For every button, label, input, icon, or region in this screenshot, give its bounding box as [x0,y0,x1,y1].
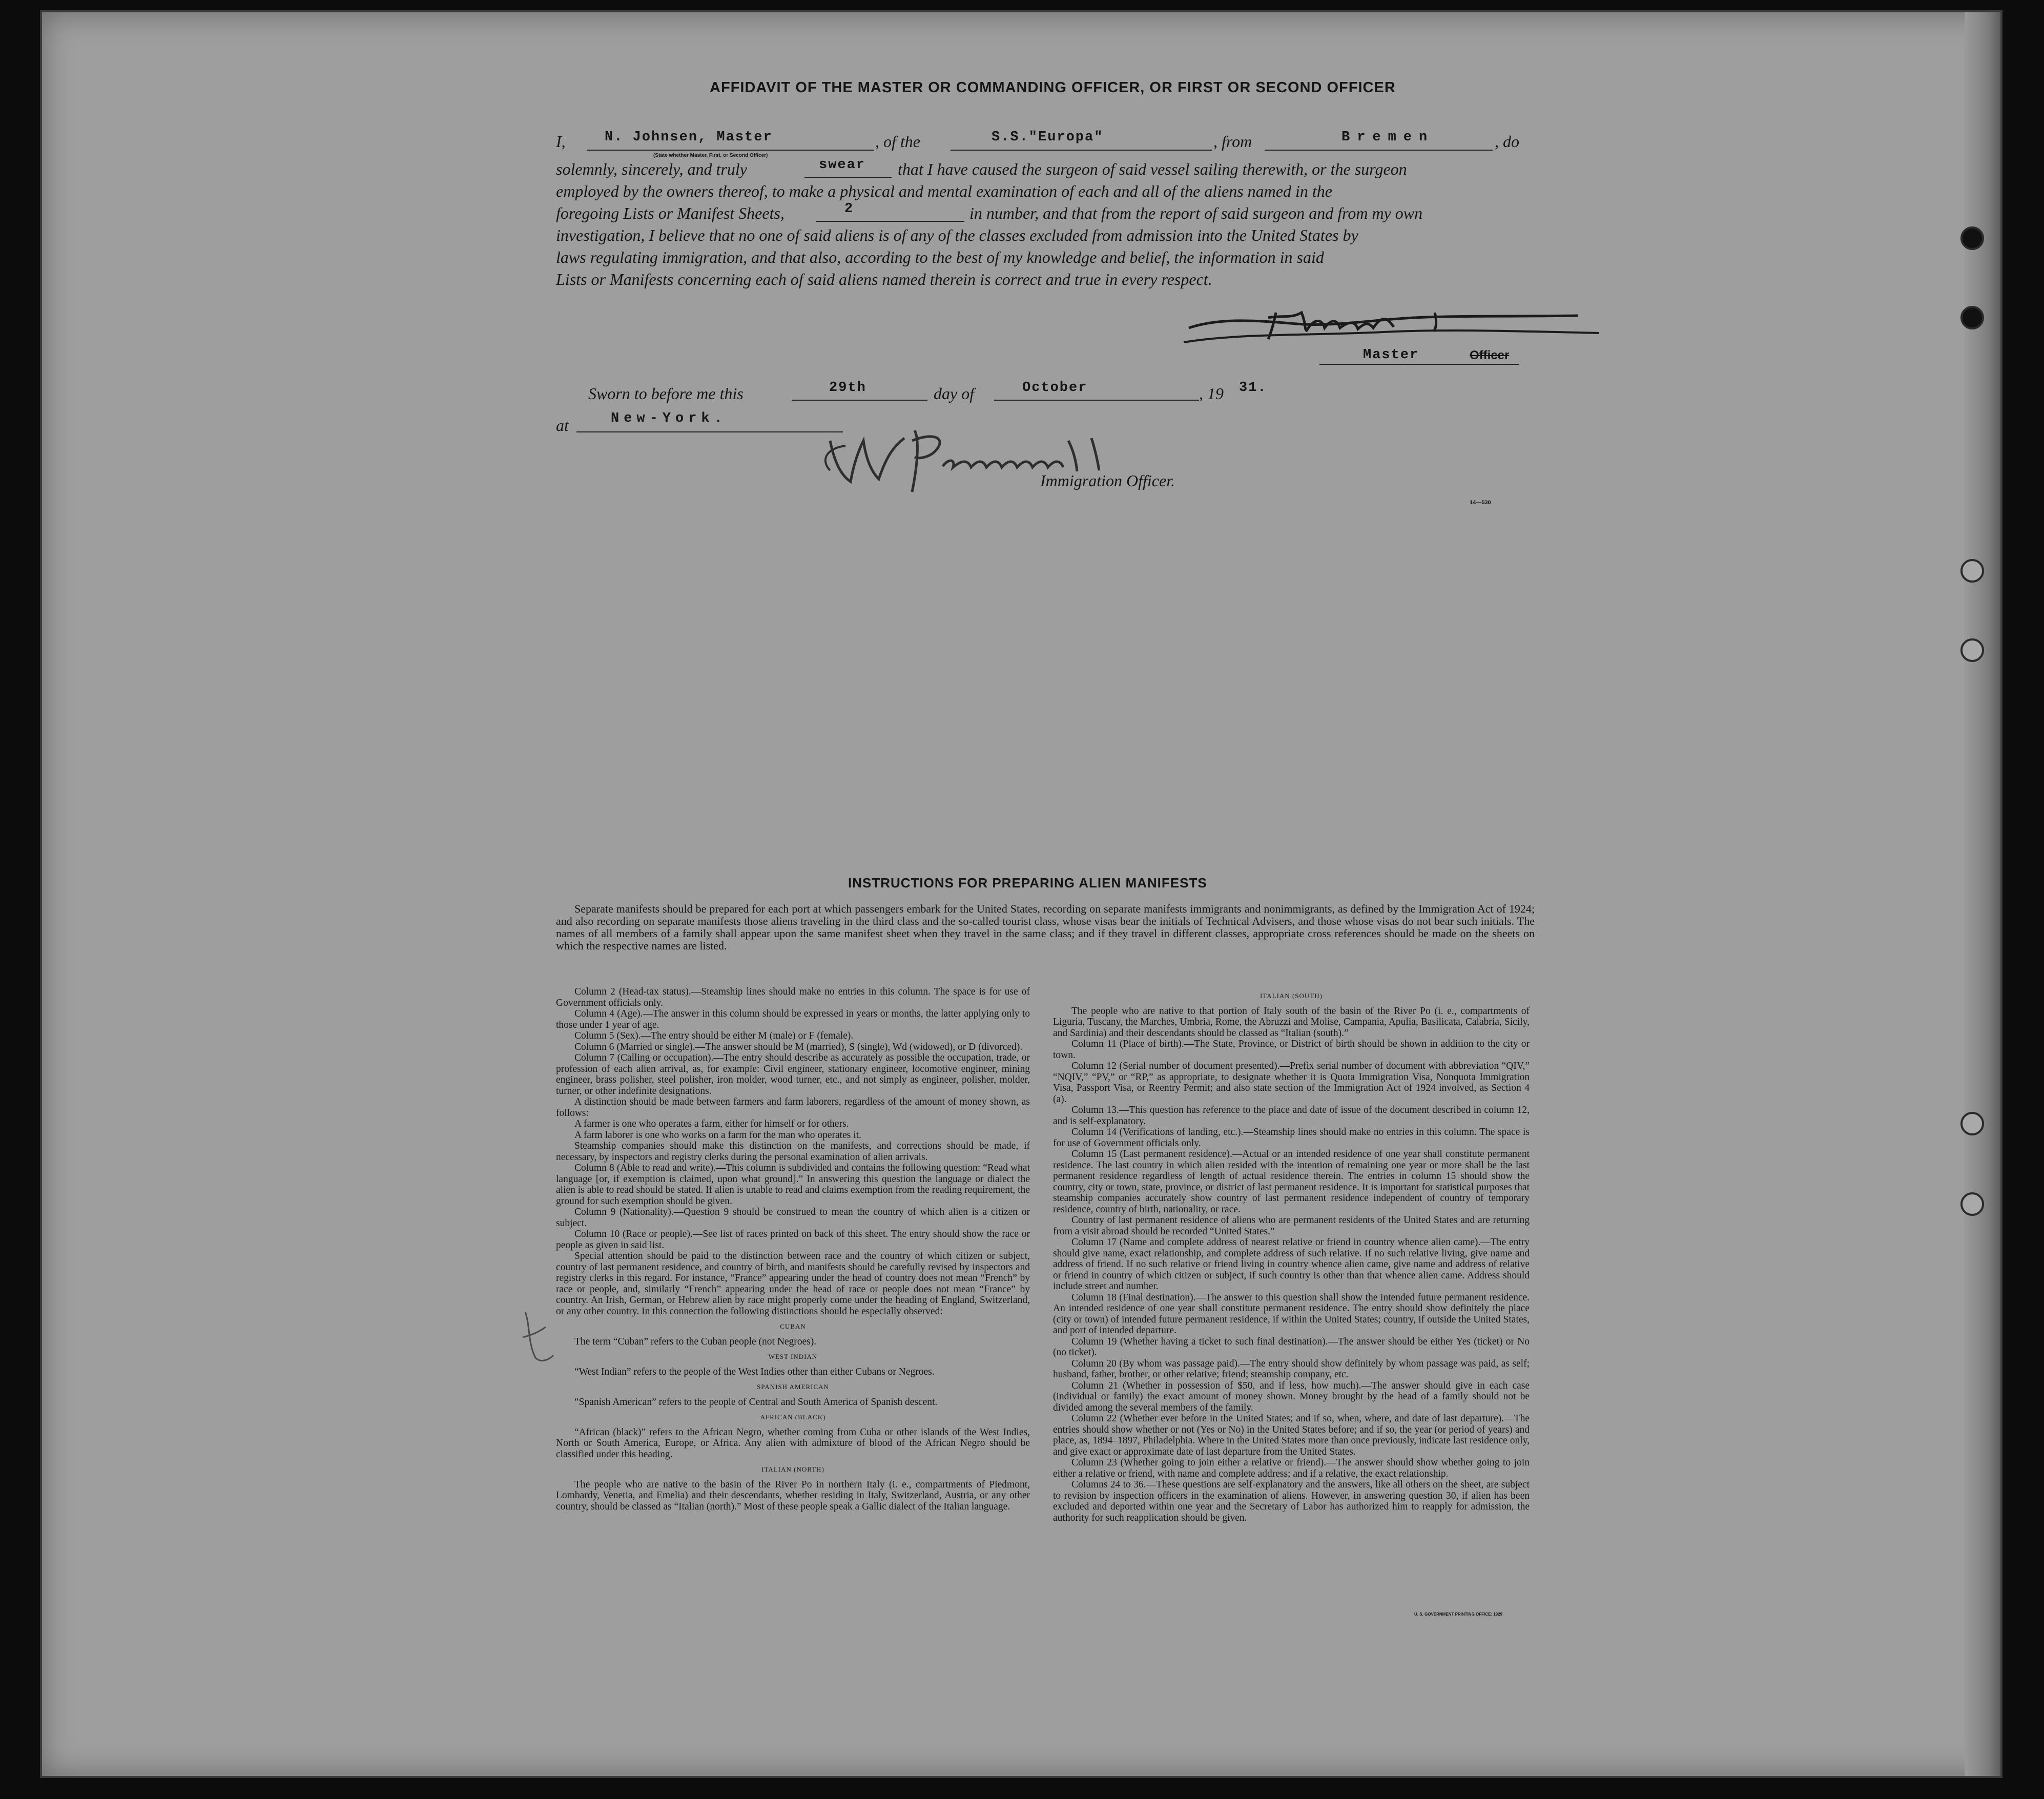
affidavit-text: employed by the owners thereof, to make a physical and mental examination of each and all of the aliens named in the [556,182,1332,200]
month-rule [994,400,1199,401]
instruction-paragraph: Column 13.—This question has reference to the place and date of issue of the document described in column 12, and is self-explanatory. [1053,1105,1530,1127]
instruction-paragraph: The people who are native to that portion of Italy south of the basin of the River Po (i. e., compartments of Liguria, Tuscany, the Marches, Umbria, Rome, the Abruzzi and Molise, Campania, Apulia, Basilicata, Calabria, Sicily, and Sardinia) and their descendants should be classed as “Italian (south).” [1053,1005,1530,1039]
instruction-paragraph: Country of last permanent residence of aliens who are permanent residents of the United States and are returning from a visit abroad should be recorded “United States.” [1053,1215,1530,1237]
instruction-paragraph: A farm laborer is one who works on a farm for the man who operates it. [574,1129,861,1141]
instruction-paragraph: Column 15 (Last permanent residence).—Actual or an intended residence of one year shall constitute permanent residence. The last country in which alien resided with the intention of remaining one year or more shall be the last permanent residence regardless of length of actual residence therein. The entries in column 15 should show the country, city or town, state, province, or district of last permanent residence. It is important for statistical purposes that steamship companies accurately show country of last permanent residence independent of country of temporary residence, country of birth, nationality, or race. [1053,1149,1530,1215]
sworn-text: day of [934,384,975,403]
port-field: Bremen [1341,130,1435,145]
binder-hole-1 [1960,226,1984,250]
instruction-paragraph: “Spanish American” refers to the people of Central and South America of Spanish descent. [574,1396,938,1408]
instruction-paragraph: Column 17 (Name and complete address of nearest relative or friend in country whence alien came).—The entry should give name, exact relationship, and complete address of such relative. If no such relative living, give name and address of friend. If no such relative or friend living in country whence alien came, give name and address of relative or friend in country of which citizen or subject, if such country is other than that whence alien came. Address should include street and number. [1053,1237,1530,1292]
affidavit-text: I, [556,132,566,151]
master-name-rule [587,150,874,151]
section-heading-spanish-american: SPANISH AMERICAN [757,1383,829,1391]
instruction-paragraph: Column 18 (Final destination).—The answer to this question shall show the intended future permanent residence. An intended residence of one year shall constitute permanent residence. The entry should show definitely the place (city or town) of intended future permanent residence, if within the United States; country, if outside the United States, and port of intended departure. [1053,1292,1530,1336]
section-heading-west-indian: WEST INDIAN [768,1353,818,1360]
sheets-field: 2 [844,201,854,217]
signature-rule [1319,364,1519,365]
pencil-mark [518,1307,564,1368]
at-label: at [556,416,569,435]
instruction-paragraph: Column 4 (Age).—The answer in this column should be expressed in years or months, the latter applying only to those under 1 year of age. [556,1008,1030,1030]
section-heading-italian-north: ITALIAN (NORTH) [761,1465,824,1473]
binder-hole-2 [1960,306,1984,329]
instruction-paragraph: Column 22 (Whether ever before in the United States; and if so, when, where, and date of last departure).—The entries should show whether or not (Yes or No) in the United States before; and if so, the year (or period of years) and place, as, 1894–1897, Philadelphia. Where in the United States more than once previously, indicate last residence only, and give exact or approximate date of last departure from the United States. [1053,1413,1530,1457]
affidavit-text: , from [1213,132,1252,151]
instruction-paragraph: Column 20 (By whom was passage paid).—The entry should show definitely by whom passage was paid, as self; husband, father, brother, or other relative; friend; steamship company, etc. [1053,1358,1530,1380]
affidavit-text: foregoing Lists or Manifest Sheets, [556,204,784,222]
instructions-intro: Separate manifests should be prepared for each port at which passengers embark for the United States, recording on separate manifests immigrants and nonimmigrants, as defined by the Immigration Act of 1924; and also recording on separate manifests those aliens traveling in the third class and the so-called tourist class, whose visas bear the initials of Technical Advisers, and those whose visas do not bear such initials. The names of all members of a family shall appear upon the same manifest sheet when they travel in the same class; and if they travel in different classes, appropriate cross references should be made on the sheets on which the respective names are listed. [556,902,1535,952]
affidavit-text: , do [1495,132,1519,151]
instructions-title: INSTRUCTIONS FOR PREPARING ALIEN MANIFESTS [848,875,1207,891]
instruction-paragraph: “West Indian” refers to the people of the West Indies other than either Cubans or Negroes. [574,1366,935,1377]
instruction-paragraph: The term “Cuban” refers to the Cuban people (not Negroes). [574,1336,817,1347]
affidavit-title: AFFIDAVIT OF THE MASTER OR COMMANDING OFFICER, OR FIRST OR SECOND OFFICER [710,79,1396,96]
month-field: October [1022,380,1088,396]
instruction-paragraph: Columns 24 to 36.—These questions are self-explanatory and the answers, like all others on the sheet, are subject to revision by inspection officers in the examination of aliens. However, in answering question 30, if alien has been excluded and deported within one year and the Secretary of Labor has authorized him to reapply for admission, the authority for such reapplication should be given. [1053,1479,1530,1523]
instruction-paragraph: Column 19 (Whether having a ticket to such final destination).—The answer should be either Yes (ticket) or No (no ticket). [1053,1336,1530,1358]
master-note: (State whether Master, First, or Second Officer) [653,153,768,158]
instruction-paragraph: Column 5 (Sex).—The entry should be either M (male) or F (female). [574,1030,854,1041]
place-rule [576,431,843,432]
instruction-paragraph: Steamship companies should make this distinction on the manifests, and corrections should be made, if necessary, by inspectors and registry clerks during the personal examination of alien arrivals. [556,1141,1030,1163]
instruction-paragraph: The people who are native to the basin of the River Po in northern Italy (i. e., compartments of Piedmont, Lombardy, Venetia, and Emelia) and their descendants, whether residing in Italy, Switzerland, Austria, or any other country, should be classed as “Italian (north).” Most of these people speak a Gallic dialect of the Italian language. [556,1479,1030,1512]
port-rule [1265,150,1493,151]
year-field: 31. [1239,380,1267,396]
affidavit-text: in number, and that from the report of said surgeon and from my own [969,204,1423,222]
affidavit-text: that I have caused the surgeon of said vessel sailing therewith, or the surgeon [898,160,1407,178]
page-edge [1965,12,2000,1776]
instruction-paragraph: Column 2 (Head-tax status).—Steamship lines should make no entries in this column. The space is for use of Government officials only. [556,986,1030,1008]
affidavit-text: , of the [875,132,920,151]
instruction-paragraph: “African (black)” refers to the African Negro, whether coming from Cuba or other islands of the West Indies, North or South America, Europe, or Africa. Any alien with admixture of blood of the African Negro should be classified under this heading. [556,1426,1030,1460]
affidavit-text: Lists or Manifests concerning each of said aliens named therein is correct and true in every respect. [556,270,1212,288]
instruction-paragraph: A farmer is one who operates a farm, either for himself or for others. [574,1119,849,1129]
section-heading-african: AFRICAN (BLACK) [760,1413,826,1421]
master-signature [1179,297,1614,348]
instruction-paragraph: Column 21 (Whether in possession of $50, and if less, how much).—The answer should give in each case (individual or family) the exact amount of money shown. Money brought by the head of a family should not be divided among the several members of the family. [1053,1380,1530,1413]
section-heading-italian-south: ITALIAN (SOUTH) [1260,992,1323,1000]
master-name-field: N. Johnsen, Master [605,130,773,145]
instruction-paragraph: Special attention should be paid to the distinction between race and the country of which citizen or subject, country of last permanent residence, and country of birth, and manifests should be carefully revised by inspectors and registry clerks in this regard. For instance, “France” appearing under the head of country does not mean “French” by race or people, and, similarly “French” appearing under the head of race or people does not mean “France” by country. An Irish, German, or Hebrew alien by race might properly come under the heading of England, Switzerland, or any other country. In this connection the following distinctions should be especially observed: [556,1251,1030,1317]
vessel-rule [951,150,1212,151]
section-heading-cuban: CUBAN [780,1322,806,1330]
signer-struck-title: Officer [1470,348,1510,362]
instruction-paragraph: Column 12 (Serial number of document presented).—Prefix serial number of document with abbreviation “QIV,” “NQIV,” “PV,” or “RP,” as appropriate, to designate whether it is Quota Immigration Visa, Nonquota Immigration Visa, Passport Visa, or Reentry Permit; and also state section of the Immigration Act of 1924 involved, as Section 4 (a). [1053,1061,1530,1105]
printer-imprint: U. S. GOVERNMENT PRINTING OFFICE: 1929 [1414,1612,1503,1617]
vessel-field: S.S."Europa" [992,130,1104,145]
instruction-paragraph: Column 14 (Verifications of landing, etc.).—Steamship lines should make no entries in this column. The space is for use of Government officials only. [1053,1127,1530,1149]
place-field: New-York. [611,411,727,426]
day-rule [792,400,927,401]
affidavit-text: laws regulating immigration, and that also, according to the best of my knowledge and belief, the information in said [556,248,1324,266]
instruction-paragraph: Column 9 (Nationality).—Question 9 should be construed to mean the country of which alien is a citizen or subject. [556,1207,1030,1229]
sheets-rule [816,221,964,222]
form-number: 14—530 [1470,500,1491,506]
instructions-left-column [556,986,1030,1512]
year-prefix: , 19 [1199,384,1224,403]
binder-hole-3 [1960,559,1984,583]
sworn-text: Sworn to before me this [588,384,744,403]
affidavit-text: solemnly, sincerely, and truly [556,160,747,178]
instruction-paragraph: Column 8 (Able to read and write).—This column is subdivided and contains the following question: “Read what language [or, if exemption is claimed, upon what ground].” In answering this question the language or dialect the alien is able to read should be stated. If alien is unable to read and claims exemption from the reading requirement, the ground for such exemption should be given. [556,1163,1030,1207]
affidavit-text: investigation, I believe that no one of said aliens is of any of the classes excluded from admission into the United States by [556,226,1358,244]
instruction-paragraph: Column 11 (Place of birth).—The State, Province, or District of birth should be shown in addition to the city or town. [1053,1039,1530,1061]
oath-field: swear [819,157,866,173]
instructions-right-column [1053,986,1530,1523]
instruction-paragraph: A distinction should be made between farmers and farm laborers, regardless of the amount of money shown, as follows: [556,1097,1030,1119]
signer-title: Master [1363,347,1419,363]
day-field: 29th [829,380,866,396]
instruction-paragraph: Column 23 (Whether going to join either a relative or friend).—The answer should show whether going to join either a relative or friend, with name and complete address; and if a relative, the exact relationship. [1053,1457,1530,1479]
binder-hole-5 [1960,1112,1984,1135]
binder-hole-4 [1960,638,1984,662]
instruction-paragraph: Column 6 (Married or single).—The answer should be M (married), S (single), Wd (widowed), or D (divorced). [574,1041,1023,1052]
binder-hole-6 [1960,1192,1984,1216]
instruction-paragraph: Column 10 (Race or people).—See list of races printed on back of this sheet. The entry should show the race or people as given in said list. [556,1229,1030,1251]
oath-rule [804,177,892,178]
officer-label: Immigration Officer. [1040,471,1175,490]
instruction-paragraph: Column 7 (Calling or occupation).—The entry should describe as accurately as possible the occupation, trade, or profession of each alien arrival, as, for example: Civil engineer, stationary engineer, locomotive engineer, mining engineer, brass polisher, steel polisher, iron molder, wood turner, etc., and not simply as engineer, polisher, molder, turner, or other indefinite designations. [556,1052,1030,1097]
